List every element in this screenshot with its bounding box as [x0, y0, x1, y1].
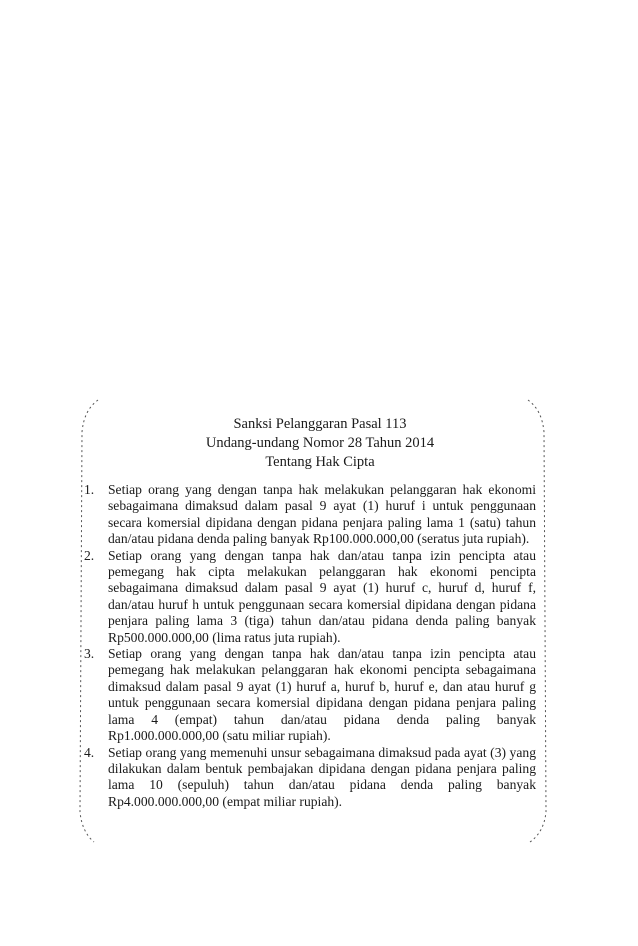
list-item	[84, 482, 536, 548]
list-item-number: 4.	[84, 744, 95, 760]
heading-line-3: Tentang Hak Cipta	[265, 454, 375, 470]
list-item-text: Setiap orang yang dengan tanpa hak dan/atau tanpa izin pencipta atau pemegang hak cipta melakukan pelanggaran hak ekonomi pencipta sebagaimana dimaksud dalam pasal 9 ayat (1) huruf c, huruf d, huruf f, dan/atau huruf h untuk penggunaan secara komersial dipidana dengan pidana penjara paling lama 3 (tiga) tahun dan/atau pidana denda paling banyak Rp500.000.000,00 (lima ratus juta rupiah).	[108, 547, 536, 645]
list-item	[84, 548, 536, 646]
list-item	[84, 646, 536, 744]
list-item-text: Setiap orang yang memenuhi unsur sebagaimana dimaksud pada ayat (3) yang dilakukan dalam bentuk pembajakan dipidana dengan pidana penjara paling lama 10 (sepuluh) tahun dan/atau pidana denda paling banyak Rp4.000.000.000,00 (empat miliar rupiah).	[108, 744, 536, 809]
heading-line-2: Undang-undang Nomor 28 Tahun 2014	[205, 435, 435, 451]
list-item-text: Setiap orang yang dengan tanpa hak dan/atau tanpa izin pencipta atau pemegang hak melakukan pelanggaran hak ekonomi pencipta sebagaimana dimaksud dalam pasal 9 ayat (1) huruf a, huruf b, huruf e, dan atau huruf g untuk penggunaan secara komersial dipidana dengan pidana penjara paling lama 4 (empat) tahun dan/atau pidana denda paling banyak Rp1.000.000.000,00 (satu miliar rupiah).	[108, 646, 536, 744]
list-item-number: 3.	[84, 646, 95, 662]
sanction-list	[84, 482, 536, 810]
list-item-number: 1.	[84, 482, 95, 497]
list-item-text: Setiap orang yang dengan tanpa hak melakukan pelanggaran hak ekonomi sebagaimana dimaksud dalam pasal 9 ayat (1) huruf i untuk penggunaan secara komersial dipidana dengan pidana penjara paling lama 1 (satu) tahun dan/atau pidana denda paling banyak Rp100.000.000,00 (seratus juta rupiah).	[108, 482, 536, 547]
heading-line-1: Sanksi Pelanggaran Pasal 113	[233, 416, 407, 432]
list-item	[84, 745, 536, 811]
list-item-number: 2.	[84, 547, 95, 563]
document-heading	[120, 415, 520, 472]
